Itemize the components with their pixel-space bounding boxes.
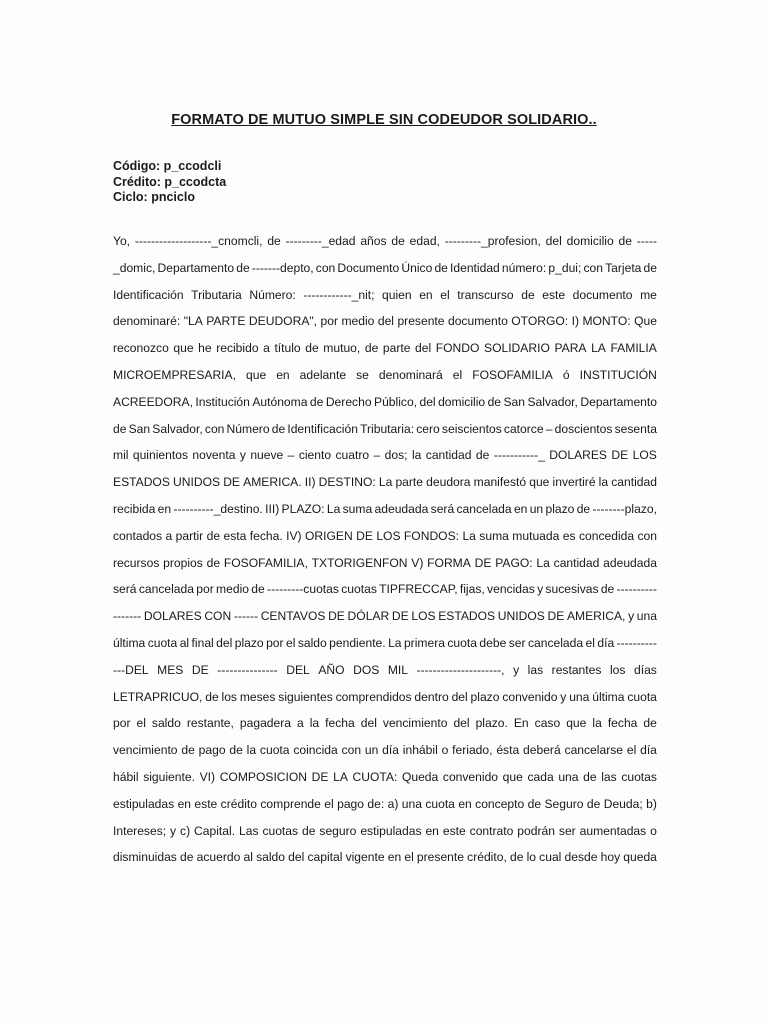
body-line: recibida en ----------_destino. III) PLAZO: La suma adeudada será cancelada en un plazo de --------plazo, (113, 501, 657, 516)
body-line: será cancelada por medio de ---------cuotas cuotas TIPFRECCAP, fijas, vencidas y sucesivas de ---------- (113, 582, 657, 597)
body-line: estipuladas en este crédito comprende el pago de: a) una cuota en concepto de Seguro de Deuda; b) (113, 796, 657, 811)
body-line: ---DEL MES DE --------------- DEL AÑO DOS MIL ---------------------, y las restantes los días (113, 662, 657, 677)
body-line: contados a partir de esta fecha. IV) ORIGEN DE LOS FONDOS: La suma mutuada es concedida con (113, 528, 657, 543)
body-line: ESTADOS UNIDOS DE AMERICA. II) DESTINO: La parte deudora manifestó que invertiré la cantidad (113, 475, 657, 490)
body-line: recursos propios de FOSOFAMILIA, TXTORIGENFON V) FORMA DE PAGO: La cantidad adeudada (113, 555, 657, 570)
document-meta (113, 159, 226, 206)
body-line: por el saldo restante, pagadera a la fecha del vencimiento del plazo. En caso que la fecha de (113, 716, 657, 731)
meta-credit: Crédito: p_ccodcta (113, 174, 227, 189)
body-line: vencimiento de pago de la cuota coincida con un día inhábil o feriado, ésta deberá cancelarse el día (113, 743, 657, 758)
body-line: de San Salvador, con Número de Identificación Tributaria: cero seiscientos catorce – doscientos sesenta (113, 421, 657, 436)
body-line: reconozco que he recibido a título de mutuo, de parte del FONDO SOLIDARIO PARA LA FAMILIA (113, 341, 657, 356)
body-line: ACREEDORA, Institución Autónoma de Derecho Público, del domicilio de San Salvador, Departamento (113, 394, 657, 409)
body-line: denominaré: "LA PARTE DEUDORA", por medio del presente documento OTORGO: I) MONTO: Que (113, 314, 657, 329)
meta-code: Código: p_ccodcli (113, 159, 222, 173)
body-line: Yo, -------------------_cnomcli, de ---------_edad años de edad, ---------_profesion, del domicilio de ----- (113, 234, 657, 248)
body-line: MICROEMPRESARIA, que en adelante se denominará el FOSOFAMILIA ó INSTITUCIÓN (113, 367, 657, 382)
document-title: FORMATO DE MUTUO SIMPLE SIN CODEUDOR SOLIDARIO.. (171, 112, 597, 128)
body-line: ------- DOLARES CON ------ CENTAVOS DE DÓLAR DE LOS ESTADOS UNIDOS DE AMERICA, y una (113, 609, 657, 624)
body-line: disminuidas de acuerdo al saldo del capital vigente en el presente crédito, de lo cual desde hoy queda (113, 850, 657, 865)
body-line: _domic, Departamento de -------depto, con Documento Único de Identidad número: p_dui; con Tarjeta de (113, 260, 657, 275)
body-line: última cuota al final del plazo por el saldo pendiente. La primera cuota debe ser cancelada el día ---------- (113, 635, 657, 650)
document-body (113, 228, 657, 871)
body-line: Identificación Tributaria Número: ------------_nit; quien en el transcurso de este documento me (113, 287, 657, 302)
body-line: mil quinientos noventa y nueve – ciento cuatro – dos; la cantidad de -----------_ DOLARES DE LOS (113, 448, 657, 463)
meta-cycle: Ciclo: pnciclo (113, 190, 195, 204)
body-line: Intereses; y c) Capital. Las cuotas de seguro estipuladas en este contrato podrán ser aumentadas o (113, 823, 657, 838)
body-line: hábil siguiente. VI) COMPOSICION DE LA CUOTA: Queda convenido que cada una de las cuotas (113, 769, 657, 784)
body-line: LETRAPRICUO, de los meses siguientes comprendidos dentro del plazo convenido y una última cuota (113, 689, 657, 704)
